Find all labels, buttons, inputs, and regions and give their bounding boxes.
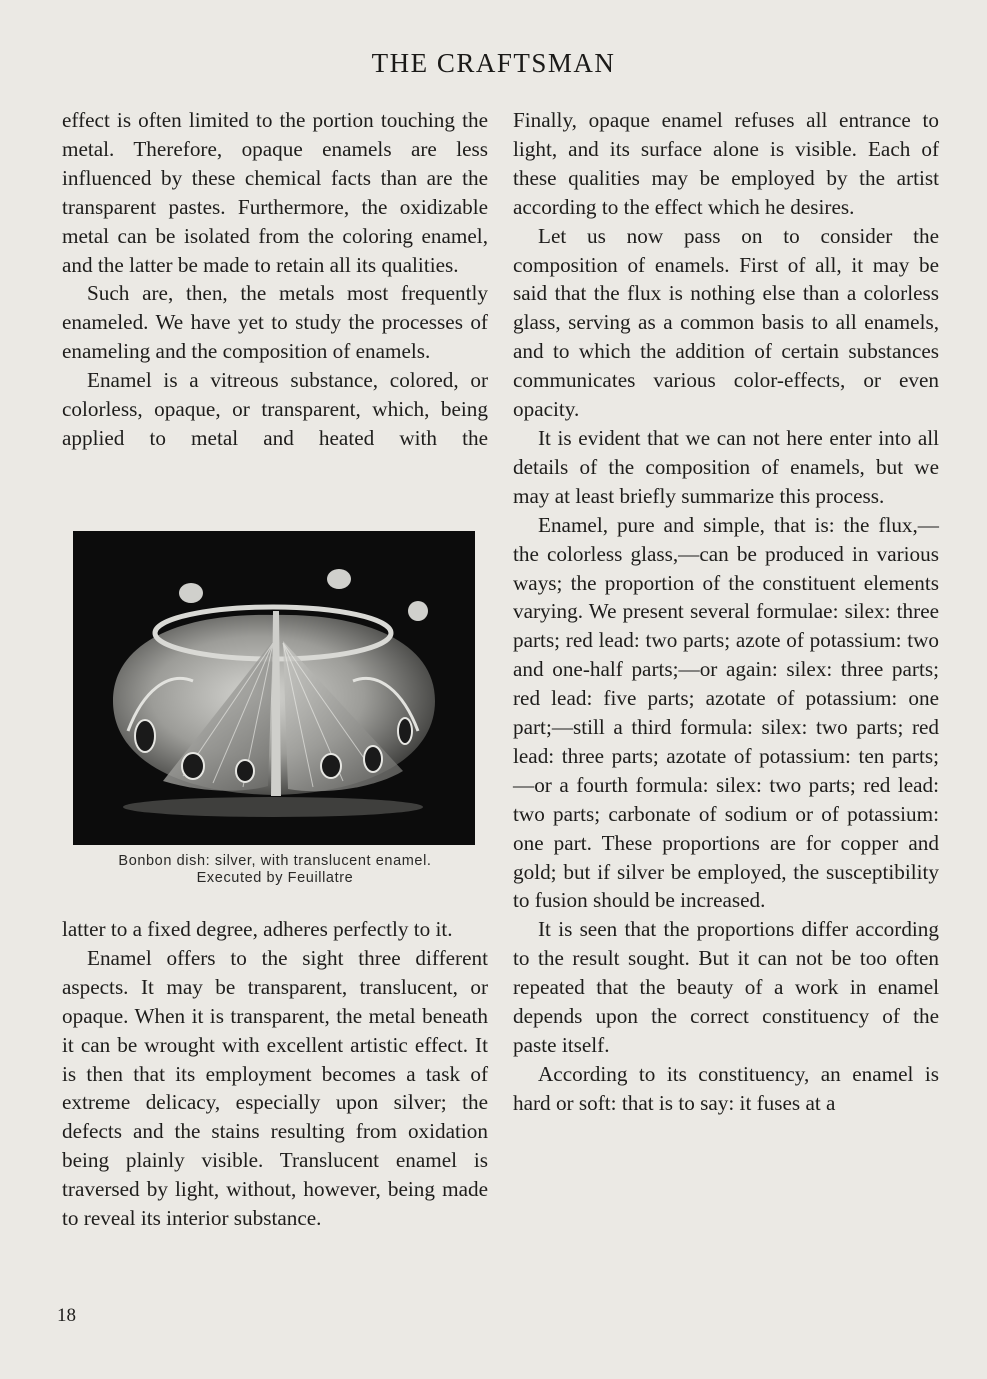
paragraph: effect is often limited to the portion touching the metal. Therefore, opaque enamels are less influenced by these chemical facts than are the transparent pastes. Furthermore, the oxidizable metal can be isolated from the coloring enamel, and the latter be made to retain all its qualities.	[62, 108, 488, 277]
left-column-bottom	[62, 915, 488, 1233]
right-column	[513, 106, 939, 1118]
paragraph: Finally, opaque enamel refuses all entrance to light, and its surface alone is visible. Each of these qualities may be employed by the artist according to the effect which he desires.	[513, 108, 939, 219]
paragraph: Enamel is a vitreous substance, colored, or colorless, opaque, or transparent, which, being applied to metal and heated with the	[62, 368, 488, 450]
paragraph: Enamel, pure and simple, that is: the flux,—the colorless glass,—can be produced in various ways; the proportion of the constituent elements varying. We present several formulae: silex: three parts; red lead: two parts; azote of potassium: two and one-half parts;—or again: silex: three parts; red lead: five parts; azotate of potassium: one part;—still a third formula: silex: two parts; red lead: three parts; azotate of potassium: ten parts;—or a fourth formula: silex: two parts; red lead: two parts; carbonate of sodium or of potassium: one part. These proportions are for copper and gold; but if silver be employed, the susceptibility to fusion should be increased.	[513, 512, 939, 913]
page-number: 18	[57, 1305, 76, 1326]
caption-line: Executed by Feuillatre	[196, 870, 354, 886]
paragraph: It is evident that we can not here enter into all details of the composition of enamels, but we may at least briefly summarize this process.	[513, 425, 939, 508]
paragraph: Let us now pass on to consider the composition of enamels. First of all, it may be said that the flux is nothing else than a colorless glass, serving as a common basis to all enamels, and to which the addition of certain substances communicates various color-effects, or even opacity.	[513, 223, 939, 422]
paragraph: Enamel offers to the sight three different aspects. It may be transparent, translucent, or opaque. When it is transparent, the metal beneath it can be wrought with excellent artistic effect. It is then that its employment becomes a task of extreme delicacy, especially upon silver; the defects and the stains resulting from oxidation being plainly visible. Translucent enamel is traversed by light, without, however, being made to reveal its interior substance.	[62, 945, 488, 1231]
paragraph: Such are, then, the metals most frequently enameled. We have yet to study the processes of enameling and the composition of enamels.	[62, 281, 488, 364]
paragraph: According to its constituency, an enamel is hard or soft: that is to say: it fuses at a	[513, 1061, 939, 1115]
bonbon-dish-photograph	[73, 531, 475, 845]
caption-line: Bonbon dish: silver, with translucent enamel.	[118, 853, 432, 869]
left-column-top	[62, 106, 488, 453]
running-header: THE CRAFTSMAN	[371, 48, 616, 78]
paragraph: latter to a fixed degree, adheres perfectly to it.	[62, 917, 453, 941]
figure-caption	[62, 853, 488, 887]
paragraph: It is seen that the proportions differ according to the result sought. But it can not be too often repeated that the beauty of a work in enamel depends upon the correct constituency of the paste itself.	[513, 917, 939, 1057]
